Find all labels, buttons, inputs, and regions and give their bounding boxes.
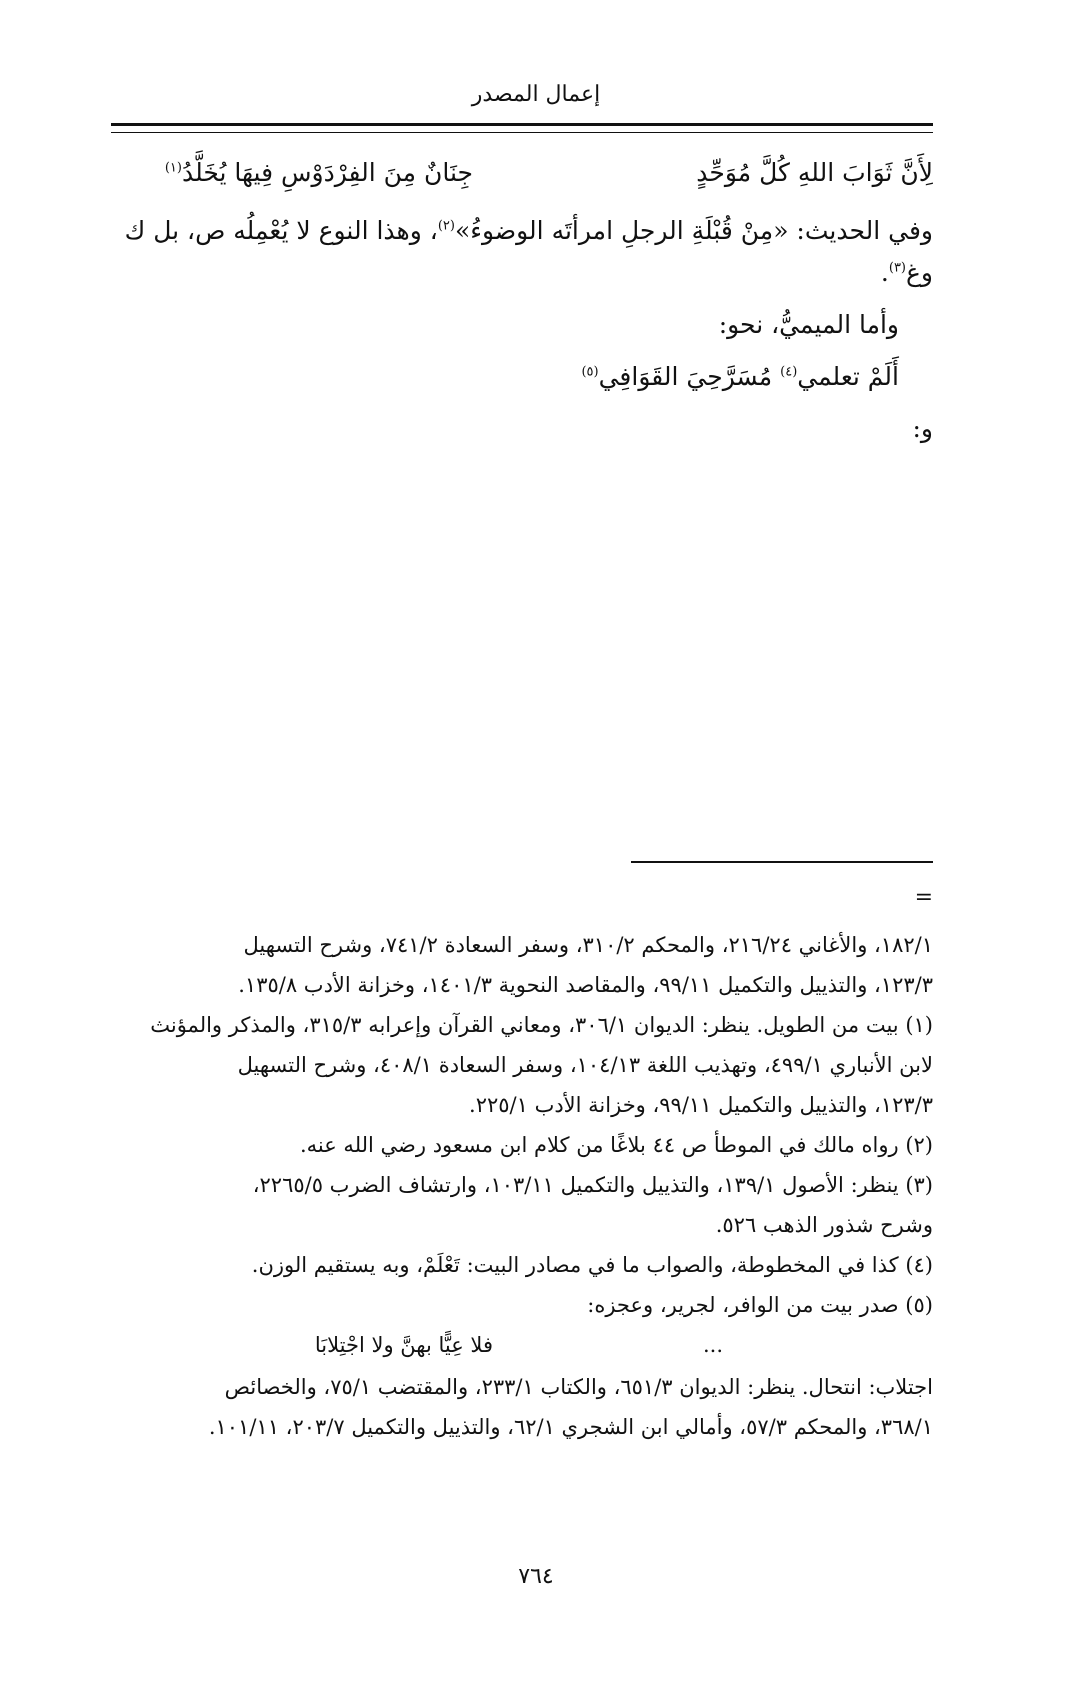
footnote-line: لابن الأنباري ٤٩٩/١، وتهذيب اللغة ١٠٤/١٣، وسفر السعادة ٤٠٨/١، وشرح التسهيل bbox=[237, 1053, 933, 1077]
footnote-marker: (٣) bbox=[888, 260, 906, 276]
body-line: وغ$^{(٣)}$. bbox=[880, 258, 933, 287]
footnote-line: ١٨٢/١، والأغاني ٢١٦/٢٤، والمحكم ٣١٠/٢، وسفر السعادة ٧٤١/٢، وشرح التسهيل bbox=[243, 933, 933, 957]
footnote-marker: (٥) bbox=[581, 364, 599, 380]
verse-first-hemistich: لِأَنَّ ثَوَابَ اللهِ كُلَّ مُوَحِّدٍ bbox=[696, 158, 933, 187]
verse-ellipsis: ... bbox=[702, 1333, 723, 1357]
footnote-line: اجتلاب: انتحال. ينظر: الديوان ٦٥١/٣، والكتاب ٢٣٣/١، والمقتضب ٧٥/١، والخصائص bbox=[224, 1375, 933, 1399]
footnote-separator bbox=[631, 861, 933, 863]
verse-second-hemistich: جِنَانٌ مِنَ الفِرْدَوْسِ فِيهَا يُخَلَّدُ$^{(١)}$ bbox=[164, 158, 473, 187]
footnote-line: ١٢٣/٣، والتذييل والتكميل ٩٩/١١، وخزانة الأدب ٢٢٥/١. bbox=[469, 1093, 933, 1117]
footnote-marker: (٢) bbox=[437, 218, 455, 234]
footnote-line: (١) بيت من الطويل. ينظر: الديوان ٣٠٦/١، ومعاني القرآن وإعرابه ٣١٥/٣، والمذكر والمؤنث bbox=[150, 1013, 933, 1037]
footnotes bbox=[111, 925, 933, 1447]
verse-second-hemistich: فلا عِيًّا بهنَّ ولا اجْتِلابَا bbox=[314, 1333, 493, 1357]
body-line: وفي الحديث: «مِنْ قُبْلَةِ الرجلِ امرأتَه الوضوءُ»$^{(٢)}$، وهذا النوع لا يُعْمِلُه ص، بل ك bbox=[124, 216, 933, 245]
header-rule-thin bbox=[111, 132, 933, 133]
footnote-marker: (١) bbox=[164, 160, 182, 176]
body-text bbox=[111, 210, 933, 450]
footnote-line: (٤) كذا في المخطوطة، والصواب ما في مصادر البيت: تَعْلَمْ، وبه يستقيم الوزن. bbox=[251, 1253, 933, 1277]
body-line-verse: أَلَمْ تعلمي$^{(٤)}$ مُسَرَّحِيَ القَوَافِي$^{(٥)}$ bbox=[581, 362, 899, 391]
body-line: وأما الميميُّ، نحو: bbox=[718, 310, 899, 339]
poetry-verse bbox=[111, 152, 933, 194]
page-number: ٧٦٤ bbox=[518, 1564, 554, 1589]
header-rule-thick bbox=[111, 123, 933, 126]
footnote-verse bbox=[111, 1325, 933, 1367]
running-header: إعمال المصدر bbox=[471, 82, 601, 107]
footnote-line: وشرح شذور الذهب ٥٢٦. bbox=[715, 1213, 933, 1237]
footnote-line: (٥) صدر بيت من الوافر، لجرير، وعجزه: bbox=[587, 1293, 933, 1317]
body-line: و: bbox=[912, 414, 933, 443]
footnote-continuation-sign: = bbox=[914, 885, 933, 910]
footnote-marker: (٤) bbox=[780, 364, 798, 380]
footnote-line: (٣) ينظر: الأصول ١٣٩/١، والتذييل والتكميل ١٠٣/١١، وارتشاف الضرب ٢٢٦٥/٥، bbox=[252, 1173, 933, 1197]
footnote-line: ٣٦٨/١، والمحكم ٥٧/٣، وأمالي ابن الشجري ٦٢/١، والتذييل والتكميل ٢٠٣/٧، ١٠١/١١. bbox=[208, 1415, 933, 1439]
footnote-line: ١٢٣/٣، والتذييل والتكميل ٩٩/١١، والمقاصد النحوية ١٤٠١/٣، وخزانة الأدب ١٣٥/٨. bbox=[238, 973, 933, 997]
footnote-line: (٢) رواه مالك في الموطأ ص ٤٤ بلاغًا من كلام ابن مسعود رضي الله عنه. bbox=[299, 1133, 933, 1157]
